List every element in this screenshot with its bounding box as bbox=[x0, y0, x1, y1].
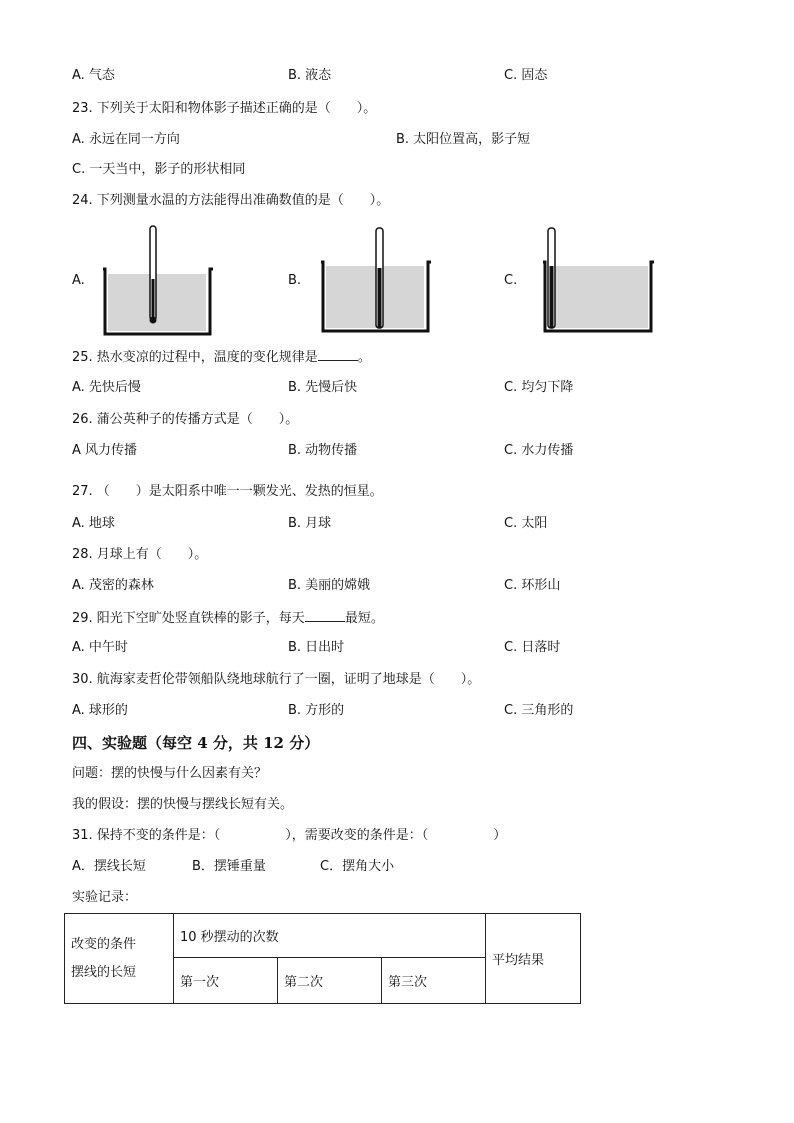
option-c: C. 水力传播 bbox=[504, 443, 574, 458]
table-condition-line2: 摆线的长短 bbox=[71, 964, 137, 980]
option-b: B．摆锤重量 bbox=[192, 859, 266, 874]
option-a: A．摆线长短 bbox=[72, 859, 146, 874]
section-title: 四、实验题（每空 4 分，共 12 分） bbox=[72, 734, 320, 752]
question-25-text: 25. 热水变凉的过程中，温度的变化规律是 bbox=[72, 350, 318, 365]
option-a-label: A. bbox=[72, 273, 85, 288]
hypothesis-statement: 我的假设：摆的快慢与摆线长短有关。 bbox=[72, 797, 294, 812]
option-b: B. 太阳位置高，影子短 bbox=[396, 132, 531, 147]
option-b: B. 先慢后快 bbox=[288, 380, 358, 395]
question-31: 31. 保持不变的条件是：（ ），需要改变的条件是：（ ） bbox=[72, 828, 507, 843]
table-header-swing-count: 10 秒摆动的次数 bbox=[174, 914, 486, 958]
option-a: A. 先快后慢 bbox=[72, 380, 141, 395]
answer-blank bbox=[318, 348, 358, 361]
option-c: C. 三角形的 bbox=[504, 703, 574, 718]
option-a: A. 永远在同一方向 bbox=[72, 132, 180, 147]
question-29-end: 最短。 bbox=[344, 611, 384, 626]
table-header-trial-1: 第一次 bbox=[174, 958, 278, 1004]
question-26: 26. 蒲公英种子的传播方式是（ ）。 bbox=[72, 412, 299, 427]
question-25-end: 。 bbox=[357, 350, 371, 365]
option-a: A. 茂密的森林 bbox=[72, 578, 154, 593]
option-b-label: B. bbox=[288, 273, 302, 288]
option-c: C. 均匀下降 bbox=[504, 380, 574, 395]
table-cell-condition bbox=[65, 914, 174, 1004]
table-header-average: 平均结果 bbox=[486, 914, 581, 1004]
question-30: 30. 航海家麦哲伦带领船队绕地球航行了一圈，证明了地球是（ ）。 bbox=[72, 672, 481, 687]
table-condition-line1: 改变的条件 bbox=[71, 936, 137, 952]
option-b: B. 美丽的嫦娥 bbox=[288, 578, 371, 593]
question-23: 23. 下列关于太阳和物体影子描述正确的是（ ）。 bbox=[72, 101, 377, 116]
question-27: 27. （ ）是太阳系中唯一一颗发光、发热的恒星。 bbox=[72, 484, 383, 499]
beaker-thermometer-touching-bottom-image bbox=[318, 226, 438, 336]
option-a: A. 地球 bbox=[72, 516, 115, 531]
option-c: C. 一天当中，影子的形状相同 bbox=[72, 162, 246, 177]
option-b: B. 方形的 bbox=[288, 703, 345, 718]
option-a: A. 球形的 bbox=[72, 703, 128, 718]
beaker-thermometer-touching-wall-image bbox=[540, 226, 665, 336]
option-a: A. 气态 bbox=[72, 68, 115, 83]
question-25 bbox=[72, 348, 371, 367]
table-header-trial-2: 第二次 bbox=[278, 958, 382, 1004]
option-c-label: C. bbox=[504, 273, 518, 288]
option-b: B. 动物传播 bbox=[288, 443, 358, 458]
option-c: C. 太阳 bbox=[504, 516, 548, 531]
option-b: B. 日出时 bbox=[288, 640, 345, 655]
question-29 bbox=[72, 609, 384, 628]
option-c: C．摆角大小 bbox=[320, 859, 395, 874]
question-24: 24. 下列测量水温的方法能得出准确数值的是（ ）。 bbox=[72, 193, 390, 208]
option-c: C. 环形山 bbox=[504, 578, 561, 593]
beaker-thermometer-center-image bbox=[100, 224, 220, 339]
option-a: A. 中午时 bbox=[72, 640, 128, 655]
option-c: C. 日落时 bbox=[504, 640, 561, 655]
option-a: A 风力传播 bbox=[72, 443, 138, 458]
answer-blank bbox=[305, 609, 345, 622]
table-header-trial-3: 第三次 bbox=[382, 958, 486, 1004]
question-29-text: 29. 阳光下空旷处竖直铁棒的影子，每天 bbox=[72, 611, 305, 626]
option-c: C. 固态 bbox=[504, 68, 548, 83]
experiment-record-table bbox=[64, 913, 581, 1004]
record-label: 实验记录： bbox=[72, 890, 138, 905]
option-b: B. 月球 bbox=[288, 516, 332, 531]
option-b: B. 液态 bbox=[288, 68, 332, 83]
problem-statement: 问题：摆的快慢与什么因素有关？ bbox=[72, 766, 268, 781]
question-28: 28. 月球上有（ ）。 bbox=[72, 547, 208, 562]
